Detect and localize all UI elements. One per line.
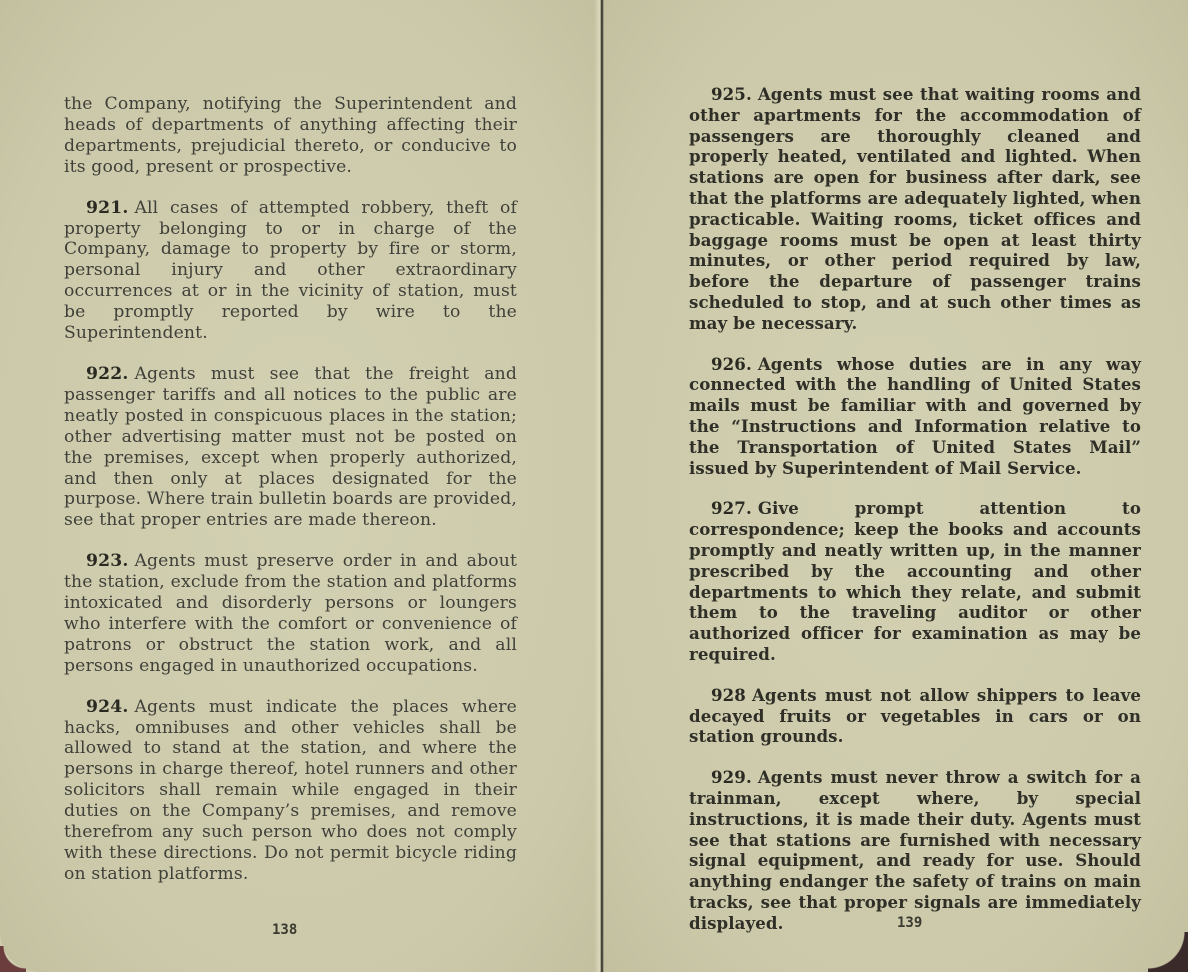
right-page-text [689, 84, 1141, 953]
paragraph-continued [64, 94, 517, 178]
paragraph-text: Agents must not allow shippers to leave decayed fruits or vegetables in cars or on station grounds. [689, 684, 1141, 747]
rule-number: 926. [711, 353, 752, 374]
rule-number: 927. [711, 498, 752, 519]
paragraph-text: Agents must indicate the places where hacks, omnibuses and other vehicles shall be allowed to stand at the station, and where the persons in charge thereof, hotel runners and other solicitors shall remain while engaged in their duties on the Company’s premises, and remove therefrom any such person who does not comply with these directions. Do not permit bicycle riding on station platforms. [64, 696, 517, 884]
page-number-left: 138 [272, 922, 298, 938]
rule-number: 924. [86, 696, 129, 717]
rule-number: 922. [86, 363, 129, 384]
rule-925 [689, 84, 1141, 334]
cover-corner-right [1148, 932, 1188, 972]
paragraph-text: the Company, notifying the Superintendent and heads of departments of anything affecting their departments, prejudicial thereto, or conducive to its good, present or prospective. [64, 94, 517, 177]
paragraph-text: All cases of attempted robbery, theft of property belonging to or in charge of the Company, damage to property by fire or storm, personal injury and other extraordinary occurrences at or in the vicinity of station, must be promptly reported by wire to the Superintendent. [64, 197, 517, 344]
rule-922 [64, 364, 517, 531]
cover-corner-left [0, 946, 26, 972]
rule-number: 929. [711, 767, 752, 788]
rule-921 [64, 198, 517, 344]
page-number-right: 139 [897, 915, 923, 931]
rule-number: 928 [711, 684, 746, 705]
rule-928 [689, 685, 1141, 747]
book-spine [600, 0, 604, 972]
paragraph-text: Agents whose duties are in any way connected with the handling of United States mails must be familiar with and governed by the “Instructions and Information relative to the Transportation of United States Mail” issued by Superintendent of Mail Service. [689, 353, 1141, 478]
rule-926 [689, 354, 1141, 479]
rule-929 [689, 767, 1141, 933]
rule-927 [689, 498, 1141, 664]
paragraph-text: Agents must preserve order in and about the station, exclude from the station and platforms intoxicated and disorderly persons or loungers who interfere with the comfort or convenience of patrons or obstruct the station work, and all persons engaged in unauthorized occupations. [64, 551, 517, 676]
paragraph-text: Agents must see that waiting rooms and other apartments for the accommodation of passengers are thoroughly cleaned and properly heated, ventilated and lighted. When stations are open for business after dark, see that the platforms are adequately lighted, when practicable. Waiting rooms, ticket offices and baggage rooms must be open at least thirty minutes, or other period required by law, before the departure of passenger trains scheduled to stop, and at such other times as may be necessary. [689, 84, 1141, 333]
rule-number: 921. [86, 197, 129, 218]
left-page-text [64, 94, 517, 905]
rule-number: 925. [711, 84, 752, 104]
rule-924 [64, 697, 517, 885]
paragraph-text: Give prompt attention to correspondence; keep the books and accounts promptly and neatly written up, in the manner prescribed by the accounting and other departments to which they relate, and submit them to the traveling auditor or other authorized officer for examination as may be required. [689, 498, 1141, 664]
rule-923 [64, 551, 517, 676]
rule-number: 923. [86, 551, 129, 572]
paragraph-text: Agents must never throw a switch for a trainman, except where, by special instructions, it is made their duty. Agents must see that stations are furnished with necessary signal equipment, and ready for use. Should anything endanger the safety of trains on main tracks, see that proper signals are immediately displayed. [689, 767, 1141, 933]
paragraph-text: Agents must see that the freight and passenger tariffs and all notices to the public are neatly posted in conspicuous places in the station; other advertising matter must not be posted on the premises, except when properly authorized, and then only at places designated for the purpose. Where train bulletin boards are provided, see that proper entries are made thereon. [64, 363, 517, 531]
